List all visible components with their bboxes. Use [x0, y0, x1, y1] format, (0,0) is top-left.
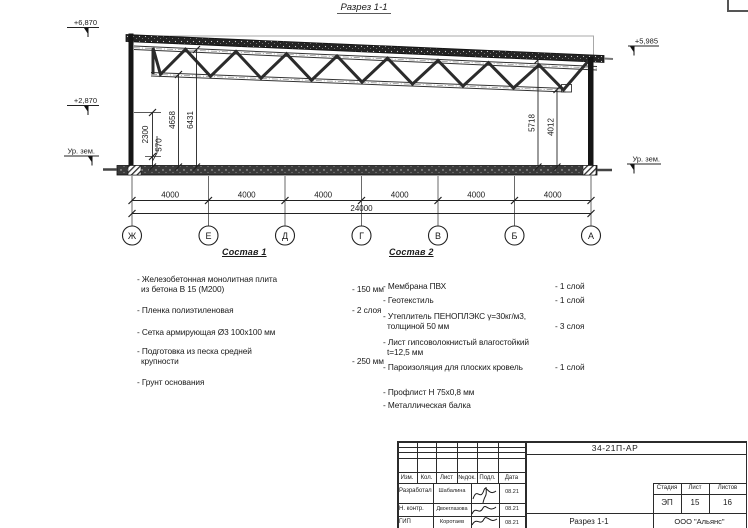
- sheet-value: 15: [690, 498, 700, 507]
- col-ndok: №док.: [458, 474, 476, 481]
- elevation-left-mid: +2,870: [73, 96, 97, 105]
- col-kol: Кол.: [420, 474, 433, 481]
- company-name: ООО "Альянс": [674, 517, 725, 526]
- doc-number: 34-21П-АР: [591, 443, 639, 453]
- total-dim: 24000: [350, 204, 373, 213]
- ground-level-left: Ур. зем.: [67, 146, 95, 156]
- section-drawing: [0, 0, 748, 252]
- dim-4658: 4658: [168, 111, 177, 129]
- sostav2-list: [383, 281, 643, 410]
- axis-label: Е: [205, 230, 212, 241]
- list-item: - Лист гипсоволокнистый влагостойкий t=12,5 мм: [383, 337, 529, 357]
- elevation-right-top: +5,985: [634, 36, 658, 46]
- span-dim: 4000: [237, 190, 256, 200]
- row-date: 08.21: [505, 506, 519, 512]
- dim-2300: 2300: [141, 125, 150, 144]
- elevation-left-top: +6,870: [73, 18, 97, 27]
- list-item: - Железобетонная монолитная плита из бетона В 15 (М200) - 150 мм: [137, 274, 384, 294]
- row-role: Разработал: [399, 488, 432, 494]
- col-list: Лист: [439, 474, 454, 481]
- stage-value: ЭП: [661, 498, 673, 507]
- axis-label: Д: [281, 230, 289, 241]
- list-item: - Утеплитель ПЕНОПЛЭКС γ=30кг/м3, толщиной 50 мм - 3 слоя: [383, 311, 585, 331]
- row-date: 08.21: [505, 519, 519, 526]
- list-item: - Мембрана ПВХ - 1 слой: [383, 281, 585, 291]
- list-item: - Профлист Н 75х0,8 мм: [383, 387, 475, 397]
- axis-label: Г: [359, 230, 364, 241]
- signatures: [469, 483, 505, 528]
- title-block: [397, 441, 747, 528]
- row-role: Н. контр.: [399, 505, 424, 512]
- axis-label: А: [587, 230, 595, 241]
- span-dim: 4000: [543, 190, 562, 200]
- row-date: 08.21: [505, 489, 519, 495]
- dim-6431: 6431: [186, 111, 195, 129]
- ground-level-right: Ур. зем.: [632, 154, 660, 164]
- list-item: - Геотекстиль - 1 слой: [383, 295, 585, 305]
- span-dim: 4000: [390, 190, 409, 200]
- column-left: [129, 34, 134, 167]
- axis-label: В: [434, 230, 442, 241]
- axis-bubbles: [123, 226, 601, 245]
- dim-4012: 4012: [546, 118, 556, 136]
- sheets-label: Листов: [717, 484, 738, 491]
- axis-label: Б: [511, 230, 518, 241]
- drawing-name: Разрез 1-1: [569, 517, 609, 526]
- sostav1-list: [137, 274, 397, 387]
- stage-label: Стадия: [656, 484, 678, 491]
- col-data: Дата: [504, 474, 519, 481]
- list-item: - Пароизоляция для плоских кровель - 1 слой: [383, 362, 585, 372]
- section-title: Разрез 1-1: [340, 2, 388, 13]
- sostav1-title: Состав 1: [222, 247, 267, 257]
- list-item: - Металлическая балка: [383, 400, 471, 410]
- sheets-value: 16: [723, 498, 732, 507]
- col-podl: Подл.: [479, 474, 496, 481]
- list-item: - Подготовка из песка средней крупности - 250 мм: [137, 346, 384, 366]
- axis-label: Ж: [127, 230, 137, 241]
- list-item: - Сетка армирующая Ø3 100x100 мм: [137, 327, 276, 337]
- row-role: ГИП: [399, 519, 411, 525]
- col-izm: Изм.: [400, 474, 414, 481]
- span-dim: 4000: [467, 190, 486, 200]
- row-name: Шабалина: [438, 488, 466, 494]
- dim-570: 570: [154, 138, 164, 152]
- list-item: - Грунт основания: [137, 377, 205, 387]
- dim-5718: 5718: [527, 114, 537, 132]
- span-dim: 4000: [314, 190, 333, 200]
- span-dim: 4000: [161, 190, 180, 200]
- row-name: Двоеглазова: [436, 505, 468, 512]
- column-right: [588, 57, 594, 166]
- sheet-label: Лист: [688, 484, 702, 491]
- list-item: - Пленка полиэтиленовая - 2 слоя: [137, 305, 382, 315]
- row-name: Коротаев: [439, 519, 465, 525]
- sostav2-title: Состав 2: [389, 247, 434, 257]
